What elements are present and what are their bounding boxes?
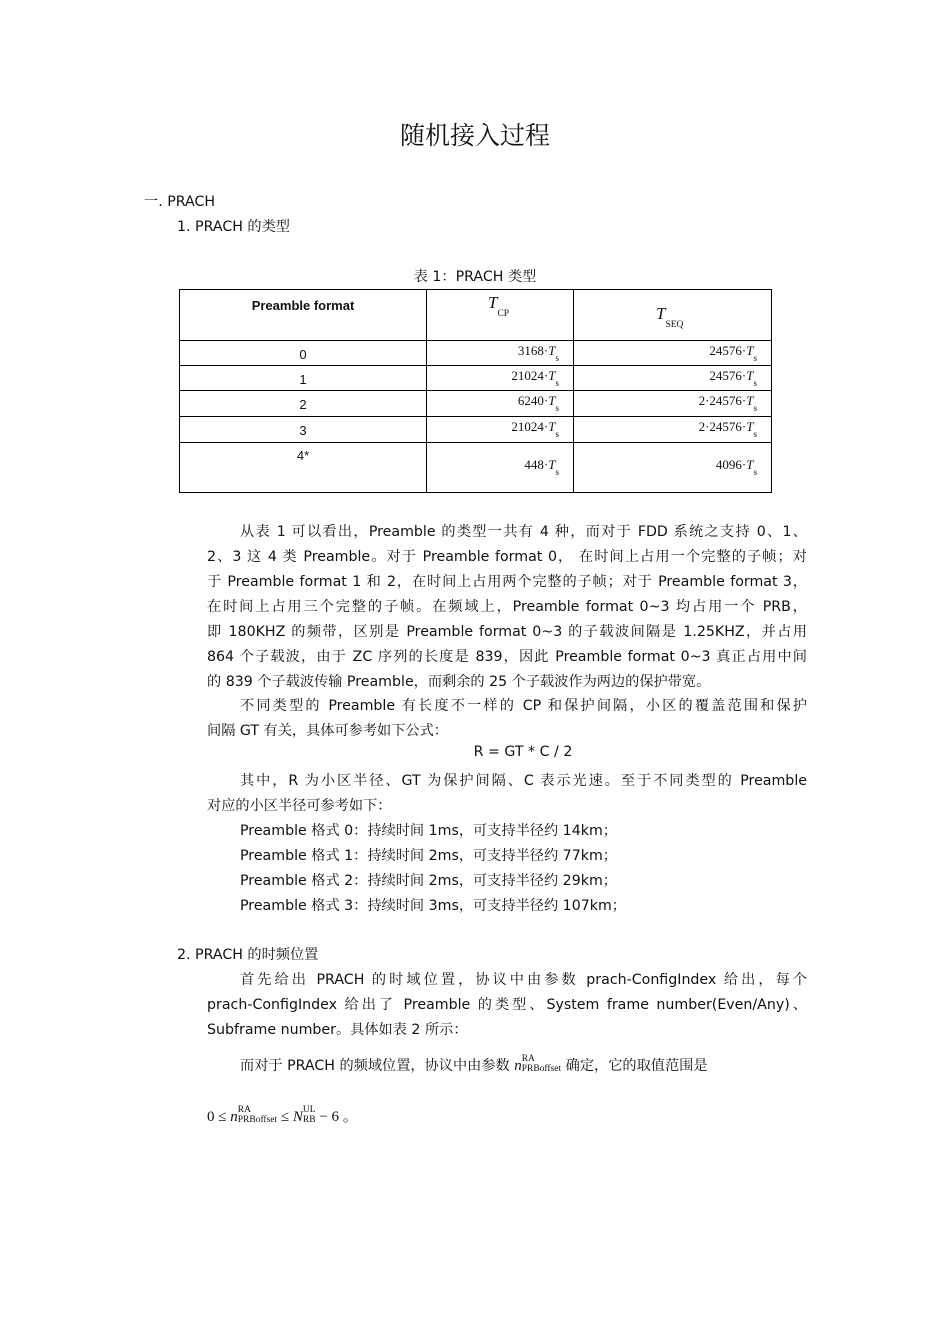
header-tcp [427,290,574,341]
prach-type-table [179,289,772,493]
tseq-symbol: T [656,304,666,323]
format-cell: 4* [180,443,427,493]
header-tseq [574,290,772,341]
tseq-cell: $4096\cdot T_s$ [574,443,772,493]
tcp-cell: $3168\cdot T_s$ [427,341,574,366]
tcp-cell: $21024\cdot T_s$ [427,417,574,443]
tcp-subscript: CP [497,309,510,319]
tseq-subscript: SEQ [665,320,684,330]
paragraph-line: 于 Preamble format 1 和 2，在时间上占用两个完整的子帧；对于 Preamble format 3， [207,574,807,590]
range-formula: 0 ≤ nRA PRBoffset ≤ NUL RB − 6 。 [207,1105,358,1125]
format-cell: 3 [180,417,427,443]
tseq-cell: $24576\cdot T_s$ [574,366,772,391]
table-header-row [180,290,772,341]
cell-radius-formula: R = GT * C / 2 [473,744,573,760]
tseq-cell: $2\cdot 24576\cdot T_s$ [574,417,772,443]
subsection-heading-prach-time-freq: 2. PRACH 的时频位置 [177,947,319,963]
paragraph-line: 2、3 这 4 类 Preamble。对于 Preamble format 0， 在时间上占用一个完整的子帧；对 [207,549,807,565]
n-symbol: n [514,1058,522,1074]
subsection-heading-prach-types: 1. PRACH 的类型 [177,219,290,235]
table-caption: 表 1：PRACH 类型 [413,269,537,285]
paragraph-line: 首先给出 PRACH 的时域位置，协议中由参数 prach-ConfigIndex 给出，每个 [240,972,807,988]
format-cell: 0 [180,341,427,366]
list-item: Preamble 格式 3：持续时间 3ms，可支持半径约 107km； [240,898,626,914]
tcp-cell: $448\cdot T_s$ [427,443,574,493]
tcp-symbol: T [488,293,498,312]
table-row [180,366,772,391]
table-row [180,417,772,443]
header-preamble-format: Preamble format [180,290,427,341]
paragraph-line: prach-ConfigIndex 给出了 Preamble 的类型、System frame number(Even/Any)、 [207,997,807,1013]
section-heading-prach: 一. PRACH [144,194,216,210]
tcp-cell: $21024\cdot T_s$ [427,366,574,391]
paragraph-line: 不同类型的 Preamble 有长度不一样的 CP 和保护间隔，小区的覆盖范围和保护 [240,698,807,714]
tseq-cell: $2\cdot 24576\cdot T_s$ [574,391,772,417]
document-title: 随机接入过程 [399,121,550,150]
format-cell: 2 [180,391,427,417]
paragraph-line: 而对于 PRACH 的频域位置，协议中由参数 nRA PRBoffset 确定，它的取值范围是 [240,1054,708,1074]
paragraph-line: 其中，R 为小区半径、GT 为保护间隔、C 表示光速。至于不同类型的 Preamble [240,773,807,789]
tseq-cell: $24576\cdot T_s$ [574,341,772,366]
table-row [180,341,772,366]
paragraph-line: 对应的小区半径可参考如下： [207,798,392,814]
paragraph-line: 在时间上占用三个完整的子帧。在频域上，Preamble format 0~3 均占用一个 PRB， [207,599,807,615]
paragraph-line: 即 180KHZ 的频带，区别是 Preamble format 0~3 的子载波间隔是 1.25KHZ，并占用 [207,624,807,640]
paragraph-line: 间隔 GT 有关，具体可参考如下公式： [207,723,448,739]
paragraph-line: 864 个子载波，由于 ZC 序列的长度是 839，因此 Preamble format 0~3 真正占用中间 [207,649,807,665]
table-row [180,391,772,417]
paragraph-line: 的 839 个子载波传输 Preamble，而剩余的 25 个子载波作为两边的保护带宽。 [207,674,711,690]
paragraph-line: 从表 1 可以看出，Preamble 的类型一共有 4 种，而对于 FDD 系统之支持 0、1、 [240,524,807,540]
tcp-cell: $6240\cdot T_s$ [427,391,574,417]
list-item: Preamble 格式 0：持续时间 1ms，可支持半径约 14km； [240,823,617,839]
list-item: Preamble 格式 1：持续时间 2ms，可支持半径约 77km； [240,848,617,864]
list-item: Preamble 格式 2：持续时间 2ms，可支持半径约 29km； [240,873,617,889]
n-supsub: RA PRBoffset [521,1054,562,1074]
table-row [180,443,772,493]
paragraph-line: Subframe number。具体如表 2 所示： [207,1022,468,1038]
format-cell: 1 [180,366,427,391]
